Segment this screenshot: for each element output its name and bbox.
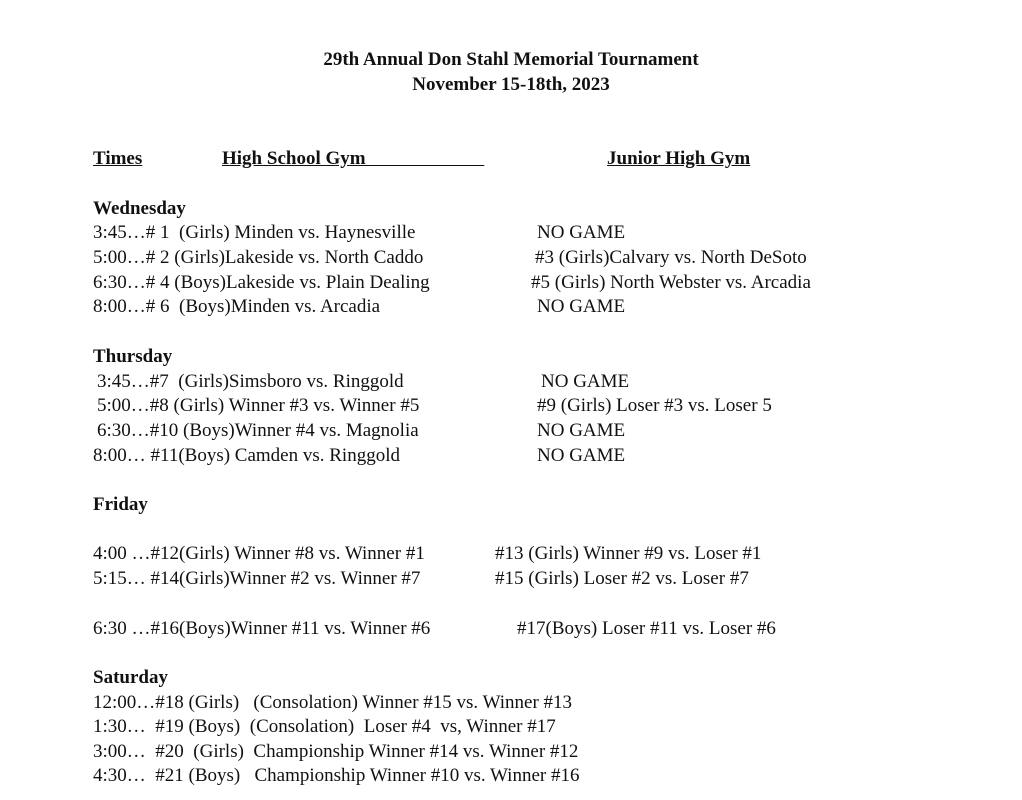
document-title: 29th Annual Don Stahl Memorial Tournament xyxy=(323,49,699,70)
day-saturday: Saturday xyxy=(93,667,168,688)
day-thursday: Thursday xyxy=(93,346,173,367)
game-line: 4:00 …#12(Girls) Winner #8 vs. Winner #1 xyxy=(93,543,425,564)
high-school-gym-header: High School Gym xyxy=(222,148,485,169)
game-line: 3:45…# 1 (Girls) Minden vs. Haynesville xyxy=(93,222,416,243)
game-line: NO GAME xyxy=(537,420,626,441)
game-line: #5 (Girls) North Webster vs. Arcadia xyxy=(531,272,811,293)
game-line: #17(Boys) Loser #11 vs. Loser #6 xyxy=(517,618,776,639)
game-line: 8:00… #11(Boys) Camden vs. Ringgold xyxy=(93,445,400,466)
day-wednesday: Wednesday xyxy=(93,198,186,219)
game-line: 5:00…# 2 (Girls)Lakeside vs. North Caddo xyxy=(93,247,424,268)
game-line: 5:15… #14(Girls)Winner #2 vs. Winner #7 xyxy=(93,568,421,589)
times-header: Times xyxy=(93,148,143,169)
game-line: 4:30… #21 (Boys) Championship Winner #10 vs. Winner #16 xyxy=(93,765,580,786)
game-line: NO GAME xyxy=(537,296,626,317)
game-line: 12:00…#18 (Girls) (Consolation) Winner #15 vs. Winner #13 xyxy=(93,692,573,713)
game-line: 8:00…# 6 (Boys)Minden vs. Arcadia xyxy=(93,296,381,317)
day-friday: Friday xyxy=(93,494,148,515)
game-line: NO GAME xyxy=(537,222,626,243)
game-line: 6:30 …#16(Boys)Winner #11 vs. Winner #6 xyxy=(93,618,431,639)
game-line: 6:30…#10 (Boys)Winner #4 vs. Magnolia xyxy=(97,420,419,441)
game-line: NO GAME xyxy=(541,371,630,392)
game-line: #15 (Girls) Loser #2 vs. Loser #7 xyxy=(495,568,749,589)
game-line: 6:30…# 4 (Boys)Lakeside vs. Plain Dealing xyxy=(93,272,430,293)
game-line: NO GAME xyxy=(537,445,626,466)
game-line: 5:00…#8 (Girls) Winner #3 vs. Winner #5 xyxy=(97,395,420,416)
game-line: 3:00… #20 (Girls) Championship Winner #14 vs. Winner #12 xyxy=(93,741,579,762)
document-dates: November 15-18th, 2023 xyxy=(412,74,610,95)
game-line: #13 (Girls) Winner #9 vs. Loser #1 xyxy=(495,543,762,564)
game-line: #3 (Girls)Calvary vs. North DeSoto xyxy=(535,247,807,268)
game-line: 1:30… #19 (Boys) (Consolation) Loser #4 vs, Winner #17 xyxy=(93,716,556,737)
game-line: 3:45…#7 (Girls)Simsboro vs. Ringgold xyxy=(97,371,404,392)
junior-high-gym-header: Junior High Gym xyxy=(607,148,751,169)
game-line: #9 (Girls) Loser #3 vs. Loser 5 xyxy=(537,395,772,416)
